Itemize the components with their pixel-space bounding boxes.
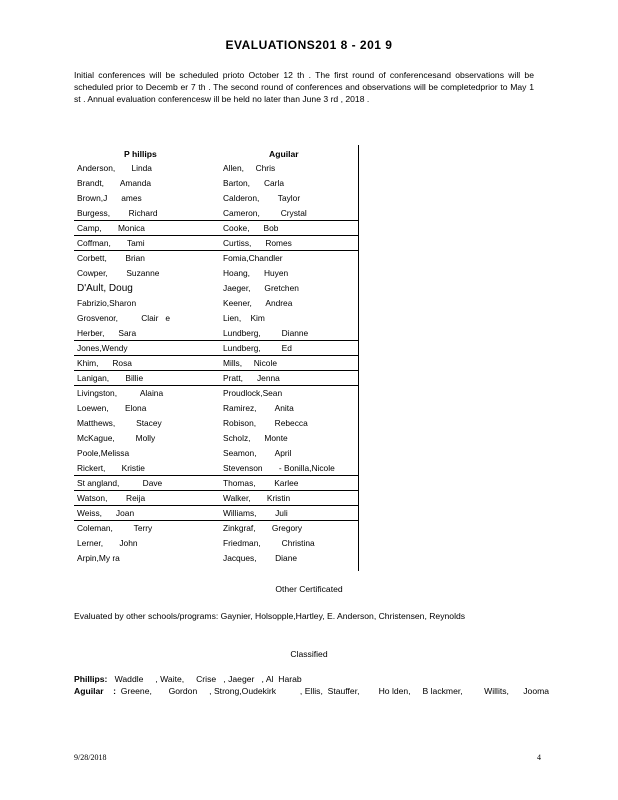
aguilar-name: Pratt, Jenna [223, 373, 280, 383]
aguilar-name: Hoang, Huyen [223, 268, 289, 278]
table-row [74, 191, 359, 206]
aguilar-name: Proudlock,Sean [223, 388, 283, 398]
phillips-name: Corbett, Brian [77, 253, 145, 263]
table-row [74, 296, 359, 311]
table-row [74, 461, 359, 476]
table-row [74, 476, 359, 491]
aguilar-name: Cooke, Bob [223, 223, 279, 233]
table-row [74, 236, 359, 251]
table-row [74, 206, 359, 221]
classified-aguilar-list: Greene, Gordon , Strong,Oudekirk , Ellis, Stauffer, Ho lden, B lackmer, Willits, Jooma [116, 686, 550, 696]
table-row [74, 311, 359, 326]
phillips-name: Brandt, Amanda [77, 178, 152, 188]
phillips-name: Brown,J ames [77, 193, 142, 203]
phillips-name: Matthews, Stacey [77, 418, 162, 428]
table-row [74, 416, 359, 431]
aguilar-name: Williams, Juli [223, 508, 288, 518]
column-header-aguilar: Aguilar [269, 149, 299, 159]
table-row [74, 356, 359, 371]
phillips-name: Anderson, Linda [77, 163, 152, 173]
classified-phillips-label: Phillips: [74, 674, 108, 684]
phillips-name: Lerner, John [77, 538, 138, 548]
table-row [74, 386, 359, 401]
phillips-name: Coleman, Terry [77, 523, 153, 533]
phillips-name: St angland, Dave [77, 478, 163, 488]
page-title: EVALUATIONS201 8 - 201 9 [225, 38, 393, 52]
aguilar-name: Walker, Kristin [223, 493, 291, 503]
phillips-name: Khim, Rosa [77, 358, 132, 368]
aguilar-name: Allen, Chris [223, 163, 276, 173]
phillips-name: D'Ault, Doug [77, 283, 133, 294]
phillips-name: Coffman, Tami [77, 238, 145, 248]
phillips-name: Cowper, Suzanne [77, 268, 160, 278]
evaluator-table [74, 145, 359, 566]
footer-date: 9/28/2018 [74, 753, 107, 762]
phillips-name: Weiss, Joan [77, 508, 135, 518]
aguilar-name: Calderon, Taylor [223, 193, 301, 203]
other-certificated-text: Evaluated by other schools/programs: Gaynier, Holsopple,Hartley, E. Anderson, Christensen, Reynolds [74, 611, 466, 621]
aguilar-name: Friedman, Christina [223, 538, 315, 548]
table-row [74, 521, 359, 536]
aguilar-name: Lundberg, Dianne [223, 328, 309, 338]
aguilar-name: Seamon, April [223, 448, 292, 458]
table-row [74, 281, 359, 296]
aguilar-name: Curtiss, Romes [223, 238, 292, 248]
table-row [74, 551, 359, 566]
aguilar-name: Jaeger, Gretchen [223, 283, 299, 293]
table-row [74, 431, 359, 446]
classified-phillips-list: Waddle , Waite, Crise , Jaeger , Al Harab [107, 674, 302, 684]
phillips-name: McKague, Molly [77, 433, 156, 443]
column-headers [74, 145, 359, 161]
table-row [74, 161, 359, 176]
phillips-name: Watson, Reija [77, 493, 146, 503]
table-row [74, 176, 359, 191]
classified-aguilar [74, 686, 549, 696]
table-row [74, 221, 359, 236]
column-header-phillips: P hillips [124, 149, 157, 159]
phillips-name: Burgess, Richard [77, 208, 158, 218]
table-row [74, 401, 359, 416]
phillips-name: Arpin,My ra [77, 553, 120, 563]
phillips-name: Livingston, Alaina [77, 388, 164, 398]
phillips-name: Rickert, Kristie [77, 463, 145, 473]
phillips-name: Fabrizio,Sharon [77, 298, 137, 308]
aguilar-name: Scholz, Monte [223, 433, 288, 443]
phillips-name: Grosvenor, Clair e [77, 313, 171, 323]
table-row [74, 491, 359, 506]
phillips-name: Camp, Monica [77, 223, 145, 233]
table-row [74, 536, 359, 551]
aguilar-name: Fomia,Chandler [223, 253, 283, 263]
classified-phillips [74, 674, 302, 684]
aguilar-name: Thomas, Karlee [223, 478, 299, 488]
table-row [74, 251, 359, 266]
table-row [74, 506, 359, 521]
aguilar-name: Jacques, Diane [223, 553, 298, 563]
classified-aguilar-label: Aguilar : [74, 686, 117, 696]
phillips-name: Lanigan, Billie [77, 373, 144, 383]
page-number: 4 [537, 753, 541, 762]
phillips-name: Poole,Melissa [77, 448, 130, 458]
phillips-name: Herber, Sara [77, 328, 137, 338]
table-row [74, 371, 359, 386]
other-certificated-heading: Other Certificated [275, 584, 343, 594]
classified-heading: Classified [290, 649, 328, 659]
phillips-name: Loewen, Elona [77, 403, 147, 413]
aguilar-name: Lundberg, Ed [223, 343, 292, 353]
aguilar-name: Robison, Rebecca [223, 418, 308, 428]
aguilar-name: Zinkgraf, Gregory [223, 523, 303, 533]
aguilar-name: Cameron, Crystal [223, 208, 307, 218]
aguilar-name: Lien, Kim [223, 313, 265, 323]
table-row [74, 446, 359, 461]
table-row [74, 341, 359, 356]
aguilar-name: Mills, Nicole [223, 358, 277, 368]
intro-paragraph: Initial conferences will be scheduled prioto October 12 th . The first round of conferencesand observations will be scheduled prior to Decemb er 7 th . The second round of conferences and observations will be completedprior to May 1 st . Annual evaluation conferencesw ill be held no later than June 3 rd , 2018 . [74, 70, 534, 104]
aguilar-name: Stevenson - Bonilla,Nicole [223, 463, 335, 473]
aguilar-name: Barton, Carla [223, 178, 284, 188]
aguilar-name: Ramirez, Anita [223, 403, 294, 413]
table-row [74, 266, 359, 281]
aguilar-name: Keener, Andrea [223, 298, 293, 308]
table-row [74, 326, 359, 341]
phillips-name: Jones,Wendy [77, 343, 128, 353]
